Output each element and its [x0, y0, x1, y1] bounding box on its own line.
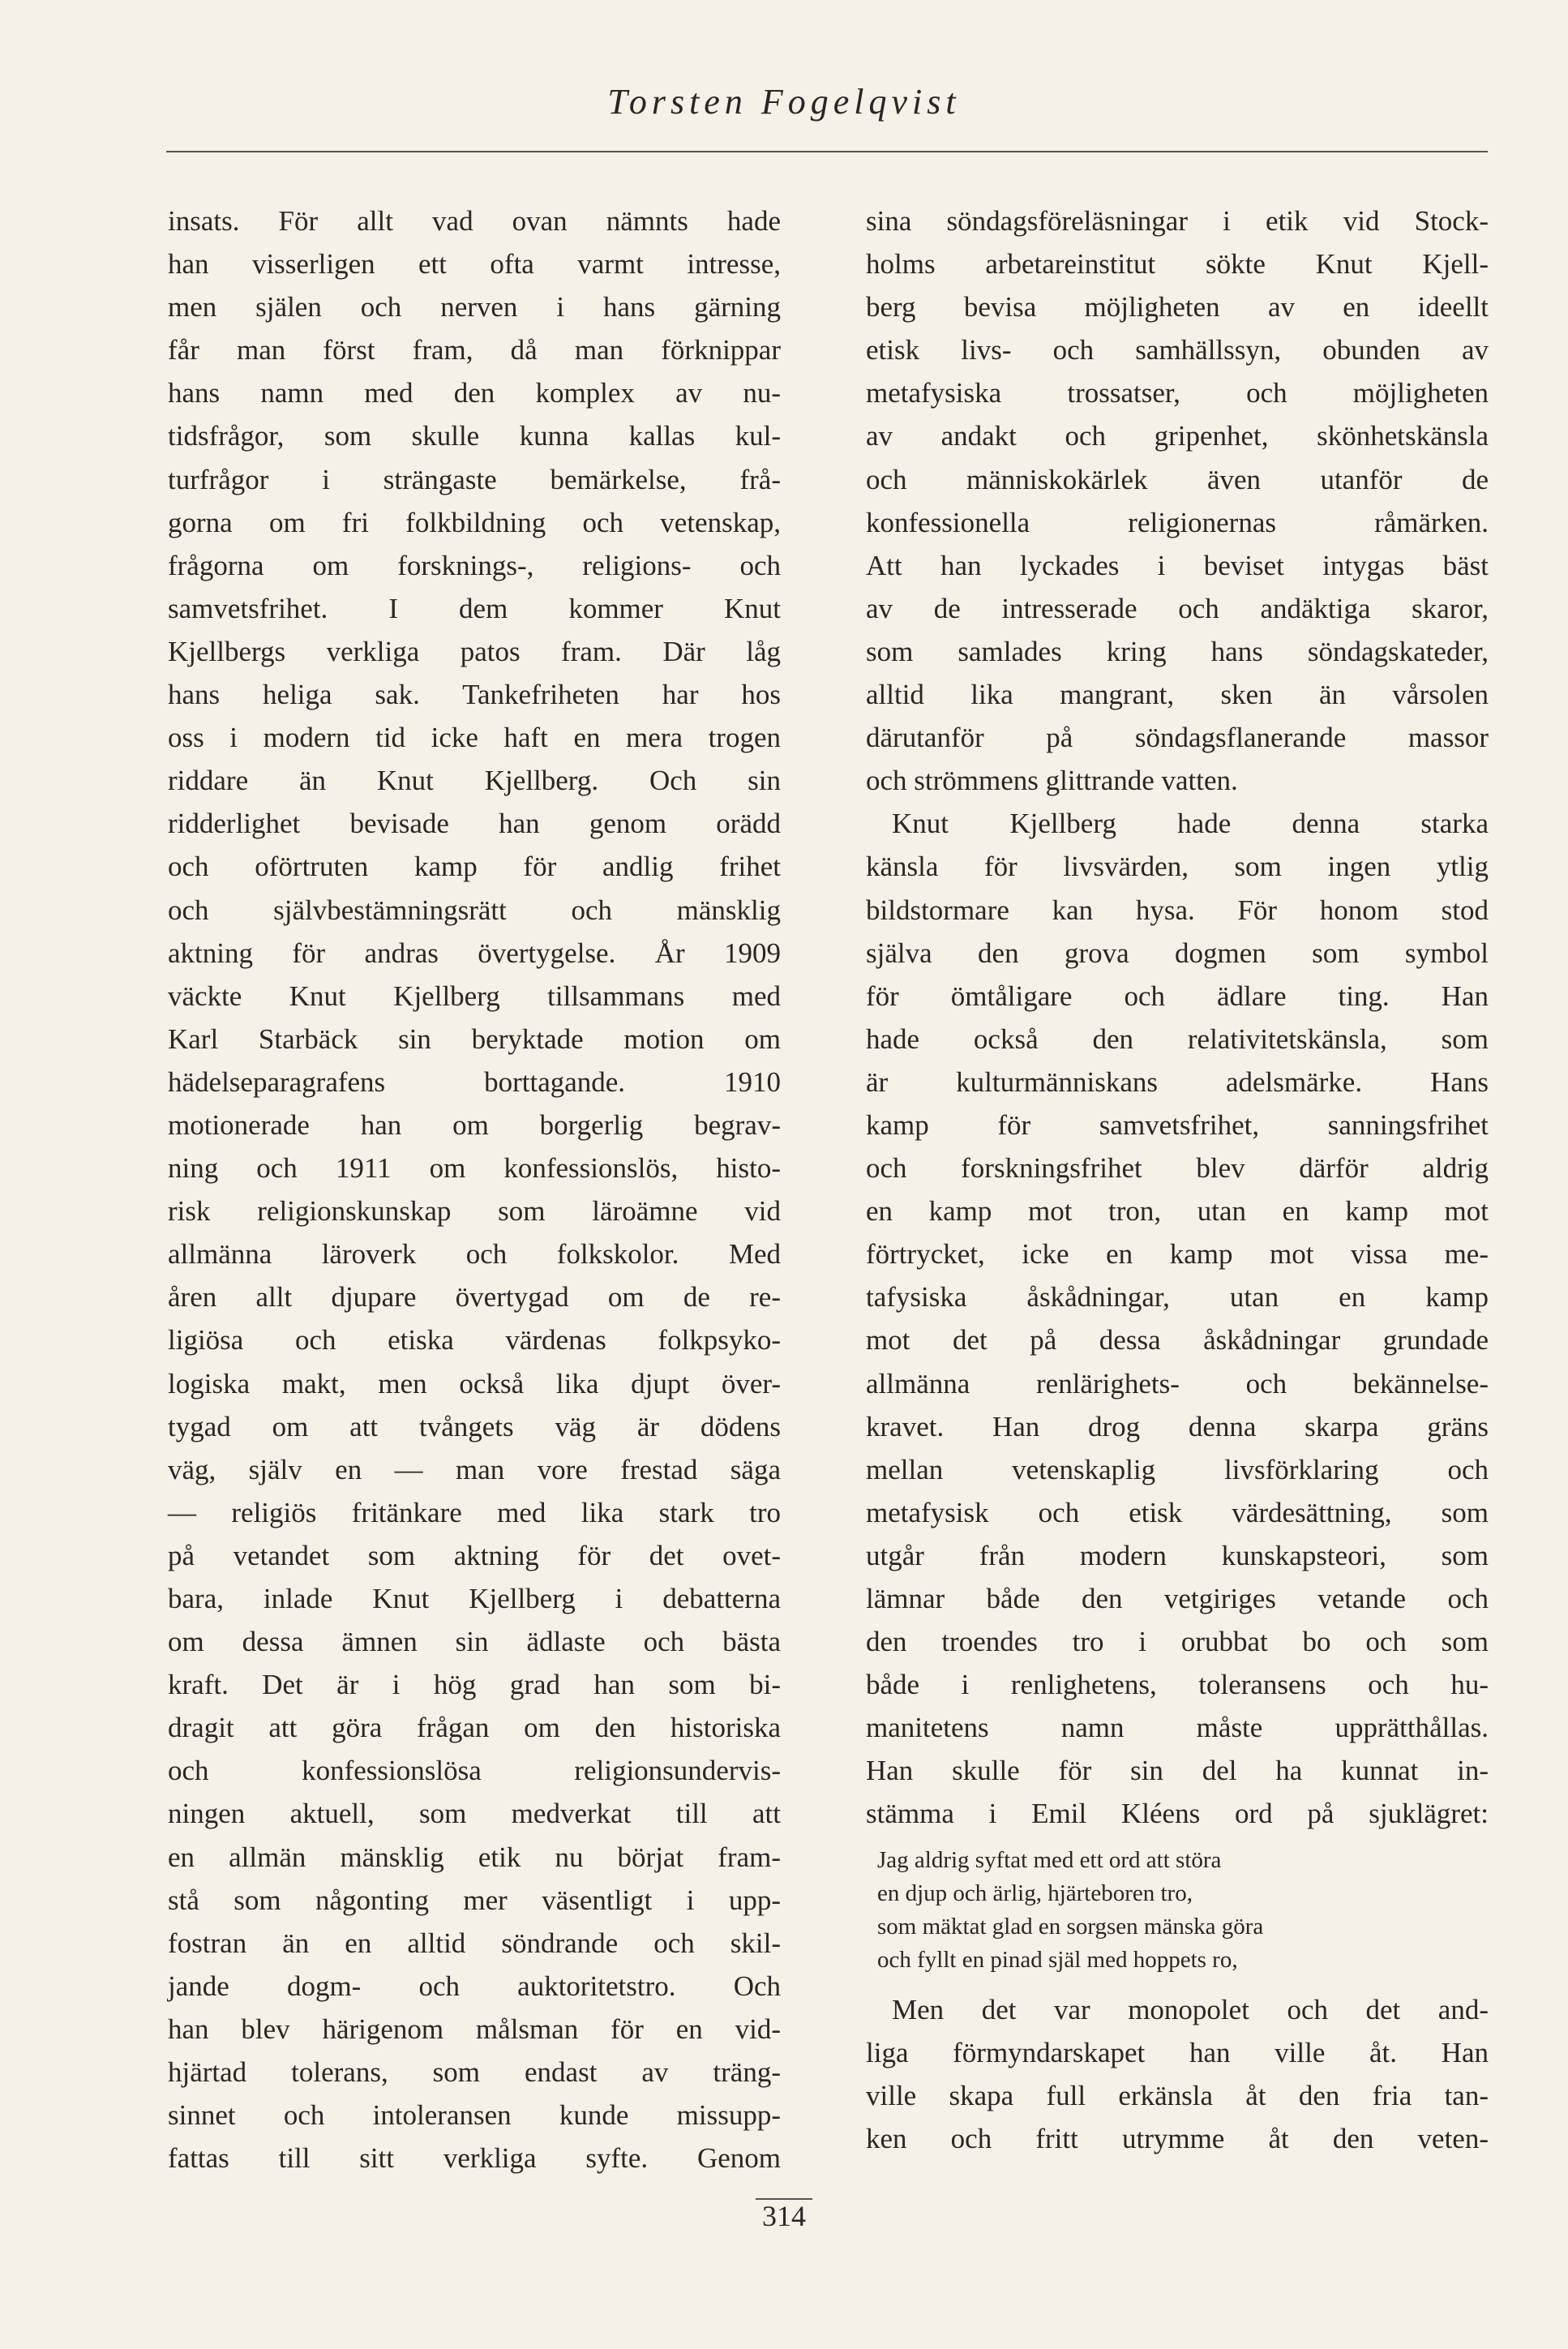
text-line: han visserligen ett ofta varmt intresse, — [168, 248, 781, 281]
text-line: men själen och nerven i hans gärning — [168, 291, 781, 324]
paragraph — [866, 1988, 1489, 2160]
text-line: tidsfrågor, som skulle kunna kallas kul- — [168, 420, 781, 452]
text-line: sinnet och intoleransen kunde missupp- — [168, 2099, 781, 2132]
text-line: ken och fritt utrymme åt den veten- — [866, 2122, 1489, 2154]
header-rule — [166, 151, 1488, 152]
text-line: fattas till sitt verkliga syfte. Genom — [168, 2142, 781, 2175]
text-line: berg bevisa möjligheten av en ideellt — [866, 291, 1489, 324]
text-line: en kamp mot tron, utan en kamp mot — [866, 1195, 1489, 1228]
text-line: etisk livs- och samhällssyn, obunden av — [866, 334, 1489, 366]
text-line: alltid lika mangrant, sken än vårsolen — [866, 679, 1489, 711]
text-line: oss i modern tid icke haft en mera trogen — [168, 722, 781, 754]
text-line: tafysiska åskådningar, utan en kamp — [866, 1281, 1489, 1314]
running-header: Torsten Fogelqvist — [607, 82, 961, 122]
text-line: och människokärlek även utanför de — [866, 463, 1489, 495]
text-line: känsla för livsvärden, som ingen ytlig — [866, 851, 1489, 883]
text-line: både i renlighetens, toleransens och hu- — [866, 1669, 1489, 1701]
text-line: motionerade han om borgerlig begrav- — [168, 1108, 781, 1141]
text-line: av de intresserade och andäktiga skaror, — [866, 592, 1489, 624]
text-line: tygad om att tvångets väg är dödens — [168, 1410, 781, 1442]
right-column — [866, 199, 1489, 2160]
text-line: mot det på dessa åskådningar grundade — [866, 1324, 1489, 1357]
left-column — [168, 199, 781, 2180]
text-line: kravet. Han drog denna skarpa gräns — [866, 1410, 1489, 1442]
text-line: turfrågor i strängaste bemärkelse, frå- — [168, 463, 781, 495]
page-number — [0, 2199, 1568, 2233]
text-line: ridderlighet bevisade han genom orädd — [168, 808, 781, 840]
text-line: fostran än en alltid söndrande och skil- — [168, 1927, 781, 1959]
text-line: liga förmyndarskapet han ville åt. Han — [866, 2036, 1489, 2068]
text-line: Kjellbergs verkliga patos fram. Där låg — [168, 635, 781, 667]
text-line: bara, inlade Knut Kjellberg i debatterna — [168, 1583, 781, 1614]
paragraph — [866, 802, 1489, 1835]
text-line: och konfessionslösa religionsundervis- — [168, 1755, 781, 1787]
text-line: logiska makt, men också lika djupt över- — [168, 1367, 781, 1400]
text-line: och oförtruten kamp för andlig frihet — [168, 851, 781, 883]
text-line: ning och 1911 om konfessionslös, histo- — [168, 1152, 781, 1185]
paragraph — [866, 199, 1489, 802]
text-line: insats. För allt vad ovan nämnts hade — [168, 205, 781, 237]
text-line: metafysisk och etisk värdesättning, som — [866, 1496, 1489, 1528]
text-line: är kulturmänniskans adelsmärke. Hans — [866, 1065, 1489, 1098]
text-line: av andakt och gripenhet, skönhetskänsla — [866, 420, 1489, 452]
poem-line: och fyllt en pinad själ med hoppets ro, — [877, 1946, 1238, 1973]
text-line: sina söndagsföreläsningar i etik vid Stock- — [866, 205, 1489, 237]
text-line: förtrycket, icke en kamp mot vissa me- — [866, 1238, 1489, 1271]
text-line: metafysiska trossatser, och möjligheten — [866, 377, 1489, 409]
text-line: stå som någonting mer väsentligt i upp- — [168, 1884, 781, 1916]
poem-quotation — [877, 1844, 1489, 1977]
text-line: risk religionskunskap som läroämne vid — [168, 1195, 781, 1228]
text-line: kamp för samvetsfrihet, sanningsfrihet — [866, 1108, 1489, 1141]
text-line: gorna om fri folkbildning och vetenskap, — [168, 506, 781, 538]
text-line: Karl Starbäck sin beryktade motion om — [168, 1022, 781, 1055]
text-line: ville skapa full erkänsla åt den fria tan- — [866, 2079, 1489, 2111]
text-line: hädelseparagrafens borttagande. 1910 — [168, 1065, 781, 1098]
text-line: den troendes tro i orubbat bo och som — [866, 1626, 1489, 1658]
text-line: allmänna läroverk och folkskolor. Med — [168, 1238, 781, 1271]
poem-line: en djup och ärlig, hjärteboren tro, — [877, 1880, 1193, 1906]
text-line: därutanför på söndagsflanerande massor — [866, 722, 1489, 754]
text-line: han blev härigenom målsman för en vid- — [168, 2013, 781, 2045]
text-line: manitetens namn måste upprätthållas. — [866, 1712, 1489, 1744]
text-line: allmänna renlärighets- och bekännelse- — [866, 1367, 1489, 1400]
text-line: ningen aktuell, som medverkat till att — [168, 1798, 781, 1830]
text-line: hans heliga sak. Tankefriheten har hos — [168, 679, 781, 711]
text-line: hans namn med den komplex av nu- — [168, 377, 781, 409]
text-line: hade också den relativitetskänsla, som — [866, 1022, 1489, 1055]
text-line: frågorna om forsknings-, religions- och — [168, 549, 781, 581]
text-line: för ömtåligare och ädlare ting. Han — [866, 979, 1489, 1012]
text-line: — religiös fritänkare med lika stark tro — [168, 1496, 781, 1528]
text-line: får man först fram, då man förknippar — [168, 334, 781, 366]
text-line: och forskningsfrihet blev därför aldrig — [866, 1152, 1489, 1185]
poem-line: som mäktat glad en sorgsen mänska göra — [877, 1913, 1264, 1940]
text-line: åren allt djupare övertygad om de re- — [168, 1281, 781, 1314]
poem-line: Jag aldrig syftat med ett ord att störa — [877, 1846, 1222, 1873]
text-line: kraft. Det är i hög grad han som bi- — [168, 1669, 781, 1701]
text-line: väg, själv en — man vore frestad säga — [168, 1453, 781, 1485]
text-line: jande dogm- och auktoritetstro. Och — [168, 1970, 781, 2002]
text-line: och självbestämningsrätt och mänsklig — [168, 894, 781, 926]
text-line: stämma i Emil Kléens ord på sjuklägret: — [866, 1798, 1489, 1830]
text-line: Han skulle för sin del ha kunnat in- — [866, 1755, 1489, 1787]
text-line: på vetandet som aktning för det ovet- — [168, 1539, 781, 1571]
text-line: lämnar både den vetgiriges vetande och — [866, 1583, 1489, 1614]
text-line: hjärtad tolerans, som endast av träng- — [168, 2056, 781, 2089]
text-line: om dessa ämnen sin ädlaste och bästa — [168, 1626, 781, 1658]
text-line: mellan vetenskaplig livsförklaring och — [866, 1453, 1489, 1485]
text-line: Att han lyckades i beviset intygas bäst — [866, 549, 1489, 581]
text-line: Knut Kjellberg hade denna starka — [892, 808, 1489, 840]
text-line: och strömmens glittrande vatten. — [866, 765, 1238, 797]
text-line: riddare än Knut Kjellberg. Och sin — [168, 765, 781, 797]
text-line: utgår från modern kunskapsteori, som — [866, 1539, 1489, 1571]
text-line: aktning för andras övertygelse. År 1909 — [168, 937, 781, 969]
text-line: en allmän mänsklig etik nu börjat fram- — [168, 1841, 781, 1873]
text-line: samvetsfrihet. I dem kommer Knut — [168, 592, 781, 624]
text-line: ligiösa och etiska värdenas folkpsyko- — [168, 1324, 781, 1357]
text-line: dragit att göra frågan om den historiska — [168, 1712, 781, 1744]
text-line: holms arbetareinstitut sökte Knut Kjell- — [866, 248, 1489, 281]
page-number-text: 314 — [756, 2198, 812, 2232]
text-line: konfessionella religionernas råmärken. — [866, 506, 1489, 538]
text-line: bildstormare kan hysa. För honom stod — [866, 894, 1489, 926]
text-line: som samlades kring hans söndagskateder, — [866, 635, 1489, 667]
text-line: själva den grova dogmen som symbol — [866, 937, 1489, 969]
text-line: Men det var monopolet och det and- — [892, 1993, 1489, 2025]
text-line: väckte Knut Kjellberg tillsammans med — [168, 979, 781, 1012]
